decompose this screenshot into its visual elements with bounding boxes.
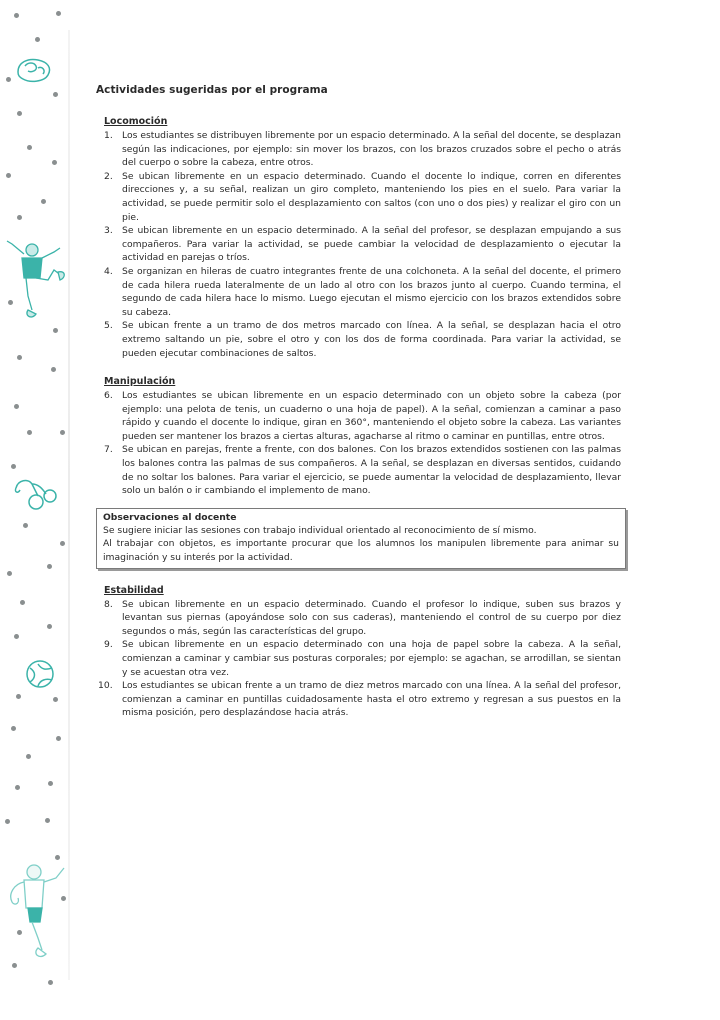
jumping-child-icon [2, 236, 68, 322]
dot-decoration [14, 634, 19, 639]
item-number: 5. [104, 320, 113, 332]
note-paragraph: Al trabajar con objetos, es importante procurar que los alumnos los manipulen libremente para animar su imaginación y su interés por la actividad. [103, 538, 619, 564]
item-text: Se ubican libremente en un espacio determinado. Cuando el docente lo indique, corren en diferentes direcciones y, a su señal, realizan un giro completo, manteniendo los pies en el suelo. Para variar la actividad, se puede permitir solo el desplazamiento con saltos (con uno o dos pies) y realizar el giro con un pie. [122, 170, 621, 223]
dot-decoration [56, 736, 61, 741]
list-item [96, 319, 621, 360]
list-item [96, 265, 621, 319]
dot-decoration [7, 571, 12, 576]
list-item [96, 598, 621, 639]
dot-decoration [20, 600, 25, 605]
ball-doodle-icon [24, 658, 56, 690]
list-item [96, 129, 621, 170]
list-item [96, 679, 621, 720]
dot-decoration [6, 173, 11, 178]
item-number: 6. [104, 390, 113, 402]
dot-decoration [14, 13, 19, 18]
dot-decoration [17, 111, 22, 116]
dot-decoration [27, 430, 32, 435]
dot-decoration [56, 11, 61, 16]
list-item [96, 224, 621, 265]
note-title: Observaciones al docente [103, 511, 237, 523]
item-text: Se ubican libremente en un espacio determinado con una hoja de papel sobre la cabeza. A la señal, comienzan a caminar y cambiar sus posturas corporales; por ejemplo: se agachan, se arrodillan, se sientan y se acuestan otra vez. [122, 639, 621, 678]
list-item [96, 389, 621, 443]
dot-decoration [27, 145, 32, 150]
dot-decoration [5, 819, 10, 824]
dot-decoration [15, 785, 20, 790]
dot-decoration [17, 355, 22, 360]
dot-decoration [53, 328, 58, 333]
dot-decoration [11, 464, 16, 469]
document-body [96, 84, 621, 736]
item-text: Los estudiantes se ubican frente a un tramo de diez metros marcado con una línea. A la señal del profesor, comienzan a caminar en puntillas cuidadosamente hasta el otro extremo y regresan a sus puestos en la misma posición, pero desplazándose hacia atrás. [122, 680, 621, 719]
item-number: 9. [104, 639, 113, 651]
dot-decoration [55, 855, 60, 860]
dot-decoration [53, 697, 58, 702]
item-number: 7. [104, 444, 113, 456]
item-text: Los estudiantes se ubican libremente en un espacio determinado con un objeto sobre la cabeza (por ejemplo: una pelota de tenis, un cuaderno o una hoja de papel). A la señal, comienzan a caminar a paso rápido y cuando el docente lo indique, giran en 360°, manteniendo el objeto sobre la cabeza. Las variantes pueden ser mantener los brazos a ciertas alturas, agacharse al ritmo o caminar en puntillas, entre otros. [122, 390, 621, 442]
item-number: 3. [104, 225, 113, 237]
dot-decoration [60, 541, 65, 546]
item-number: 1. [104, 130, 113, 141]
crab-doodle-icon [14, 56, 54, 86]
dot-decoration [35, 37, 40, 42]
dot-decoration [41, 199, 46, 204]
dot-decoration [53, 92, 58, 97]
item-text: Se ubican en parejas, frente a frente, con dos balones. Con los brazos extendidos sostienen con las palmas los balones contra las palmas de sus compañeros. A la señal, se desplazan en diversas sentidos, cuidando de no soltar los balones. Para variar el ejercicio, se puede aumentar la velocidad de desplazamiento, llevar solo un balón o ir cambiando el implemento de mano. [122, 444, 621, 497]
list-item [96, 170, 621, 224]
dot-decoration [60, 430, 65, 435]
dot-decoration [11, 726, 16, 731]
activity-list-locomocion [96, 129, 621, 360]
activity-list-estabilidad [96, 598, 621, 720]
section-title-manipulacion: Manipulación [104, 376, 176, 388]
section-title-estabilidad: Estabilidad [104, 584, 164, 596]
item-number: 2. [104, 170, 113, 182]
running-child-icon [2, 862, 68, 962]
decorative-margin [0, 0, 72, 1020]
item-number: 4. [104, 265, 113, 277]
cherries-doodle-icon [12, 476, 60, 512]
dot-decoration [47, 564, 52, 569]
margin-divider-line [68, 30, 70, 980]
item-text: Se organizan en hileras de cuatro integrantes frente de una colchoneta. A la señal del docente, el primero de cada hilera rueda lateralmente de un lado al otro con los brazos junto al cuerpo. Cuando termina, el segundo de cada hilera hace lo mismo. Luego ejecutan el mismo ejercicio con los brazos extendidos sobre su cabeza. [122, 265, 621, 318]
dot-decoration [52, 160, 57, 165]
dot-decoration [14, 404, 19, 409]
dot-decoration [26, 754, 31, 759]
item-text: Los estudiantes se distribuyen libremente por un espacio determinado. A la señal del docente, se desplazan según las indicaciones, por ejemplo: sin mover los brazos, con los brazos cruzados sobre el pecho o atrás del cuerpo o sobre la cabeza, entre otros. [122, 130, 621, 169]
dot-decoration [16, 694, 21, 699]
item-text: Se ubican libremente en un espacio determinado. Cuando el profesor lo indique, suben sus brazos y levantan sus piernas (apoyándose solo con sus caderas), manteniendo el control de su cuerpo por diez segundos o más, según las características del grupo. [122, 598, 621, 637]
item-text: Se ubican libremente en un espacio determinado. A la señal del profesor, se desplazan empujando a sus compañeros. Para variar la actividad, se puede cambiar la velocidad de desplazamiento o ejecutar la actividad en parejas o tríos. [122, 225, 621, 264]
dot-decoration [12, 963, 17, 968]
item-text: Se ubican frente a un tramo de dos metros marcado con línea. A la señal, se desplazan hacia el otro extremo saltando un pie, sobre el otro y con los dos de forma coordinada. Para variar la actividad, se pueden ejecutar combinaciones de saltos. [122, 320, 621, 359]
dot-decoration [6, 77, 11, 82]
dot-decoration [45, 818, 50, 823]
section-title-locomocion: Locomoción [104, 116, 168, 127]
dot-decoration [51, 367, 56, 372]
list-item [96, 443, 621, 497]
dot-decoration [48, 980, 53, 985]
list-item [96, 638, 621, 679]
dot-decoration [47, 624, 52, 629]
dot-decoration [23, 523, 28, 528]
item-number: 10. [98, 680, 113, 692]
teacher-notes-box [96, 508, 626, 569]
note-paragraph: Se sugiere iniciar las sesiones con trabajo individual orientado al reconocimiento de sí mismo. [103, 524, 537, 536]
activity-list-manipulacion [96, 389, 621, 498]
dot-decoration [48, 781, 53, 786]
document-title: Actividades sugeridas por el programa [96, 84, 328, 96]
item-number: 8. [104, 598, 113, 610]
dot-decoration [17, 215, 22, 220]
